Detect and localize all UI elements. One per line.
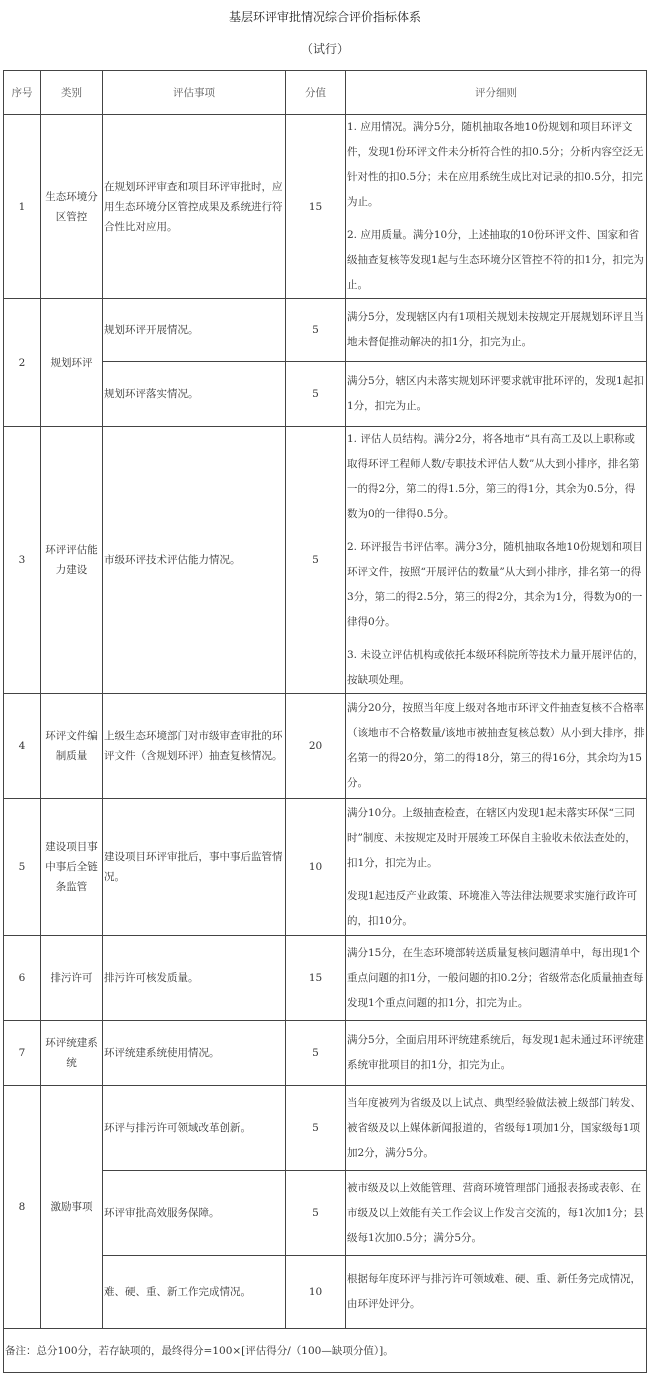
table-row [4,115,647,299]
header-no: 序号 [4,71,41,115]
row-rules [346,1021,647,1086]
row-item: 环评与排污许可领域改革创新。 [103,1086,286,1171]
header-item: 评估事项 [103,71,286,115]
row-score: 5 [286,427,346,694]
header-score: 分值 [286,71,346,115]
table-note: 备注：总分100分，若存缺项的，最终得分=100×[评估得分/（100—缺项分值）]。 [4,1329,647,1373]
rule-text: 满分5分，发现辖区内有1项相关规划未按规定开展规划环评且当地未督促推动解决的扣1分，扣完为止。 [347,311,644,348]
row-score: 5 [286,299,346,362]
rule-text: 2. 环评报告书评估率。满分3分，随机抽取各地10份规划和项目环评文件，按照“开展评估的数量”从大到小排序，排名第一的得3分，第二的得2.5分，第三的得2分，其余为1分，得数为0的一律得0分。 [347,541,643,628]
row-rules [346,1171,647,1256]
row-item: 上级生态环境部门对市级审查审批的环评文件（含规划环评）抽查复核情况。 [103,694,286,799]
row-category: 环评统建系统 [41,1021,103,1086]
table-row [4,1021,647,1086]
table-header-row [4,71,647,115]
row-score: 20 [286,694,346,799]
row-no: 8 [4,1086,41,1329]
rule-text: 1. 应用情况。满分5分，随机抽取各地10份规划和项目环评文件，发现1份环评文件未分析符合性的扣0.5分；分析内容空泛无针对性的扣0.5分；未在应用系统生成比对记录的扣0.5分，扣完为止。 [347,121,644,208]
rule-text: 满分15分，在生态环境部转送质量复核问题清单中，每出现1个重点问题的扣1分，一般问题的扣0.2分；省级常态化质量抽查每发现1个重点问题的扣1分，扣完为止。 [347,946,644,1009]
header-category: 类别 [41,71,103,115]
row-category: 排污许可 [41,936,103,1021]
rule-text: 满分5分，辖区内未落实规划环评要求就审批环评的，发现1起扣1分，扣完为止。 [347,375,644,412]
row-no: 3 [4,427,41,694]
header-rules: 评分细则 [346,71,647,115]
rule-text: 1. 评估人员结构。满分2分，将各地市“具有高工及以上职称或取得环评工程师人数/专职技术评估人数”从大到小排序，排名第一的得2分，第二的得1.5分，第三的得1分，其余为0.5分，得数为0的一律得0.5分。 [347,433,640,520]
rule-text: 满分20分，按照当年度上级对各地市环评文件抽查复核不合格率（该地市不合格数量/该地市被抽查复核总数）从小到大排序，排名第一的得20分，第二的得18分，第三的得16分，其余均为15分。 [347,702,645,789]
row-no: 2 [4,299,41,427]
table-row [4,799,647,936]
row-item: 规划环评开展情况。 [103,299,286,362]
row-item: 环评统建系统使用情况。 [103,1021,286,1086]
row-rules [346,694,647,799]
row-score: 10 [286,799,346,936]
row-rules [346,936,647,1021]
row-no: 5 [4,799,41,936]
row-rules [346,427,647,694]
row-no: 4 [4,694,41,799]
row-no: 6 [4,936,41,1021]
row-rules [346,362,647,427]
row-item: 难、硬、重、新工作完成情况。 [103,1256,286,1329]
row-rules [346,1086,647,1171]
row-score: 10 [286,1256,346,1329]
document-subtitle: （试行） [300,42,349,56]
row-category: 规划环评 [41,299,103,427]
row-category: 环评评估能力建设 [41,427,103,694]
document-title: 基层环评审批情况综合评价指标体系 [228,10,421,24]
table-row [4,1086,647,1171]
rule-text: 根据每年度环评与排污许可领域难、硬、重、新任务完成情况，由环评处评分。 [347,1273,641,1310]
row-score: 15 [286,936,346,1021]
row-item: 建设项目环评审批后，事中事后监管情况。 [103,799,286,936]
row-rules [346,799,647,936]
rule-text: 发现1起违反产业政策、环境准入等法律法规要求实施行政许可的，扣10分。 [347,889,638,927]
rule-text: 2. 应用质量。满分10分，上述抽取的10份环评文件、国家和省级抽查复核等发现1起与生态环境分区管控不符的扣1分，扣完为止。 [347,229,644,291]
row-score: 5 [286,1021,346,1086]
row-rules [346,299,647,362]
row-score: 5 [286,1171,346,1256]
evaluation-table [3,70,647,1373]
row-rules [346,1256,647,1329]
rule-text: 满分10分。上级抽查检查，在辖区内发现1起未落实环保“三同时”制度、未按规定及时开展竣工环保自主验收未依法查处的，扣1分，扣完为止。 [347,806,636,869]
row-score: 5 [286,362,346,427]
row-item: 在规划环评审查和项目环评审批时，应用生态环境分区管控成果及系统进行符合性比对应用。 [103,115,286,299]
rule-text: 被市级及以上效能管理、营商环境管理部门通报表扬或表彰、在市级及以上效能有关工作会议上作发言交流的，每1次加1分；县级每1次加0.5分；满分5分。 [347,1181,644,1244]
row-no: 7 [4,1021,41,1086]
row-rules [346,115,647,299]
rule-text: 满分5分，全面启用环评统建系统后，每发现1起未通过环评统建系统审批项目的扣1分，扣完为止。 [347,1034,644,1071]
table-row [4,694,647,799]
row-category: 环评文件编制质量 [41,694,103,799]
rule-text: 当年度被列为省级及以上试点、典型经验做法被上级部门转发、被省级及以上媒体新闻报道的，省级每1项加1分，国家级每1项加2分，满分5分。 [347,1096,641,1159]
row-item: 市级环评技术评估能力情况。 [103,427,286,694]
table-row [4,427,647,694]
note-row [4,1329,647,1373]
table-row [4,936,647,1021]
row-category: 建设项目事中事后全链条监管 [41,799,103,936]
row-category: 生态环境分区管控 [41,115,103,299]
row-score: 15 [286,115,346,299]
row-item: 规划环评落实情况。 [103,362,286,427]
row-item: 环评审批高效服务保障。 [103,1171,286,1256]
row-no: 1 [4,115,41,299]
row-category: 激励事项 [41,1086,103,1329]
row-score: 5 [286,1086,346,1171]
table-row [4,299,647,362]
row-item: 排污许可核发质量。 [103,936,286,1021]
rule-text: 3. 未设立评估机构或依托本级环科院所等技术力量开展评估的，按缺项处理。 [347,649,644,686]
